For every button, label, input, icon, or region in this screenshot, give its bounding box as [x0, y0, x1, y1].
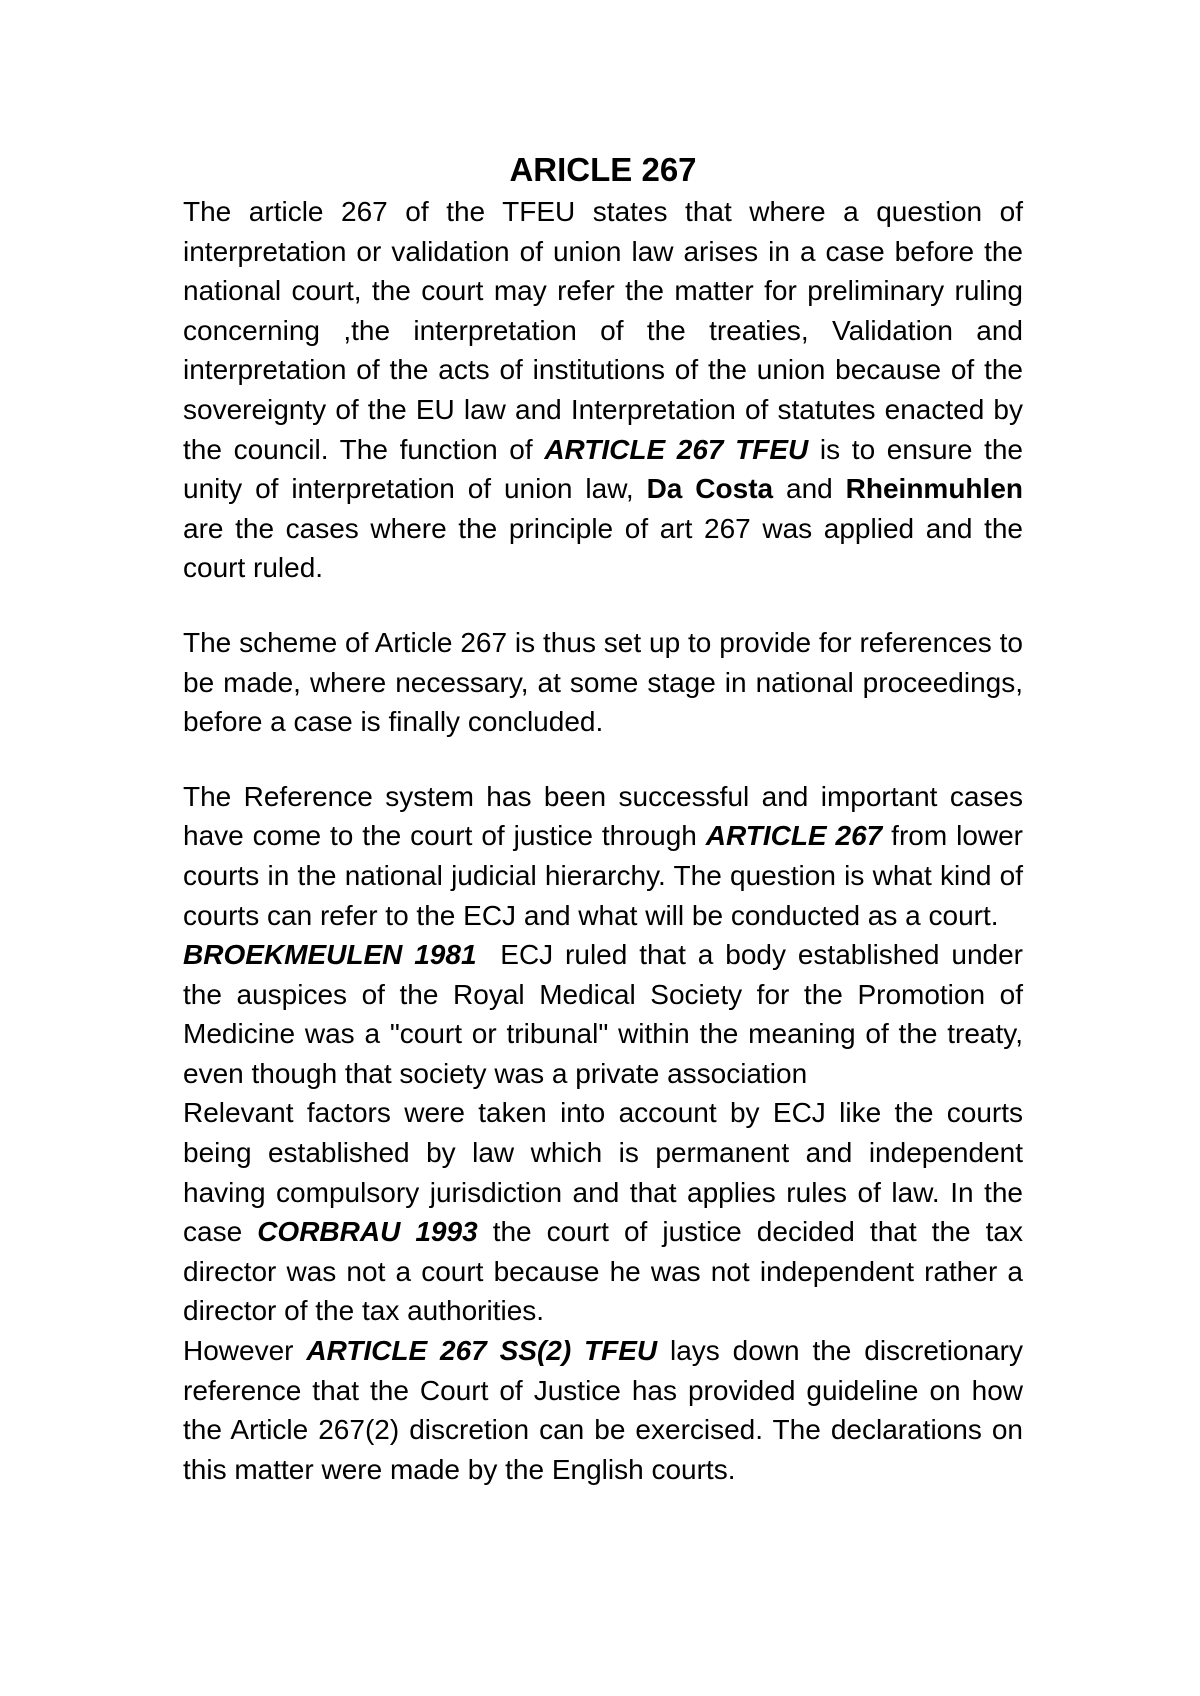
- paragraph-reference-system: [183, 777, 1023, 935]
- emphasis-article-267-tfeu: ARTICLE 267 TFEU: [544, 433, 809, 465]
- text: The Reference system has been successful and important cases have come to the court of justice through: [183, 780, 1023, 852]
- text: Relevant factors were taken into account by ECJ like the courts being established by law which is permanent and independent having compulsory jurisdiction and that applies rules of law. In the case: [183, 1097, 1023, 1248]
- document-title: ARICLE 267: [509, 151, 697, 188]
- document-page: [183, 148, 1031, 1489]
- paragraph-scheme: [183, 623, 1023, 742]
- text: The article 267 of the TFEU states that where a question of interpretation or validation of union law arises in a case before the national court, the court may refer the matter for preliminary ruling concerning ,the interpretation of the treaties, Validation and interpretation of the acts of institutions of the union because of the sovereignty of the EU law and Interpretation of statutes enacted by the council. The function of: [183, 196, 1023, 465]
- case-broekmeulen: BROEKMEULEN 1981: [183, 939, 477, 971]
- paragraph-gap: [183, 742, 1023, 777]
- case-corbrau: CORBRAU 1993: [257, 1216, 478, 1248]
- paragraph-gap: [183, 588, 1023, 623]
- paragraph-discretionary-reference: [183, 1331, 1023, 1489]
- text: from lower courts in the national judicial hierarchy. The question is what kind of courts can refer to the ECJ and what will be conducted as a court.: [183, 820, 1024, 931]
- paragraph-broekmeulen: [183, 935, 1031, 1093]
- paragraph-article-267-overview: [183, 192, 1023, 588]
- text: The scheme of Article 267 is thus set up to provide for references to be made, where necessary, at some stage in national proceedings, before a case is finally concluded.: [183, 626, 1023, 738]
- text: However: [183, 1335, 307, 1367]
- text: and: [773, 473, 846, 505]
- emphasis-article-267-ss2: ARTICLE 267 SS(2) TFEU: [306, 1335, 658, 1367]
- case-da-costa: Da Costa: [646, 473, 774, 505]
- text: the court of justice decided that the tax director was not a court because he was not independent rather a director of the tax authorities.: [183, 1216, 1024, 1327]
- text: is to ensure the unity of interpretation of union law,: [183, 433, 1023, 505]
- emphasis-article-267: ARTICLE 267: [705, 820, 883, 852]
- text: lays down the discretionary reference that the Court of Justice has provided guideline on how the Article 267(2) discretion can be exercised. The declarations on this matter were made by the English courts.: [183, 1335, 1023, 1485]
- paragraph-relevant-factors: [183, 1093, 1023, 1331]
- case-rheinmuhlen: Rheinmuhlen: [845, 473, 1023, 505]
- text: ECJ ruled that a body established under the auspices of the Royal Medical Society for the Promotion of Medicine was a "court or tribunal" within the meaning of the treaty, even though that society was a private association: [183, 939, 1031, 1089]
- text: are the cases where the principle of art 267 was applied and the court ruled.: [183, 512, 1023, 584]
